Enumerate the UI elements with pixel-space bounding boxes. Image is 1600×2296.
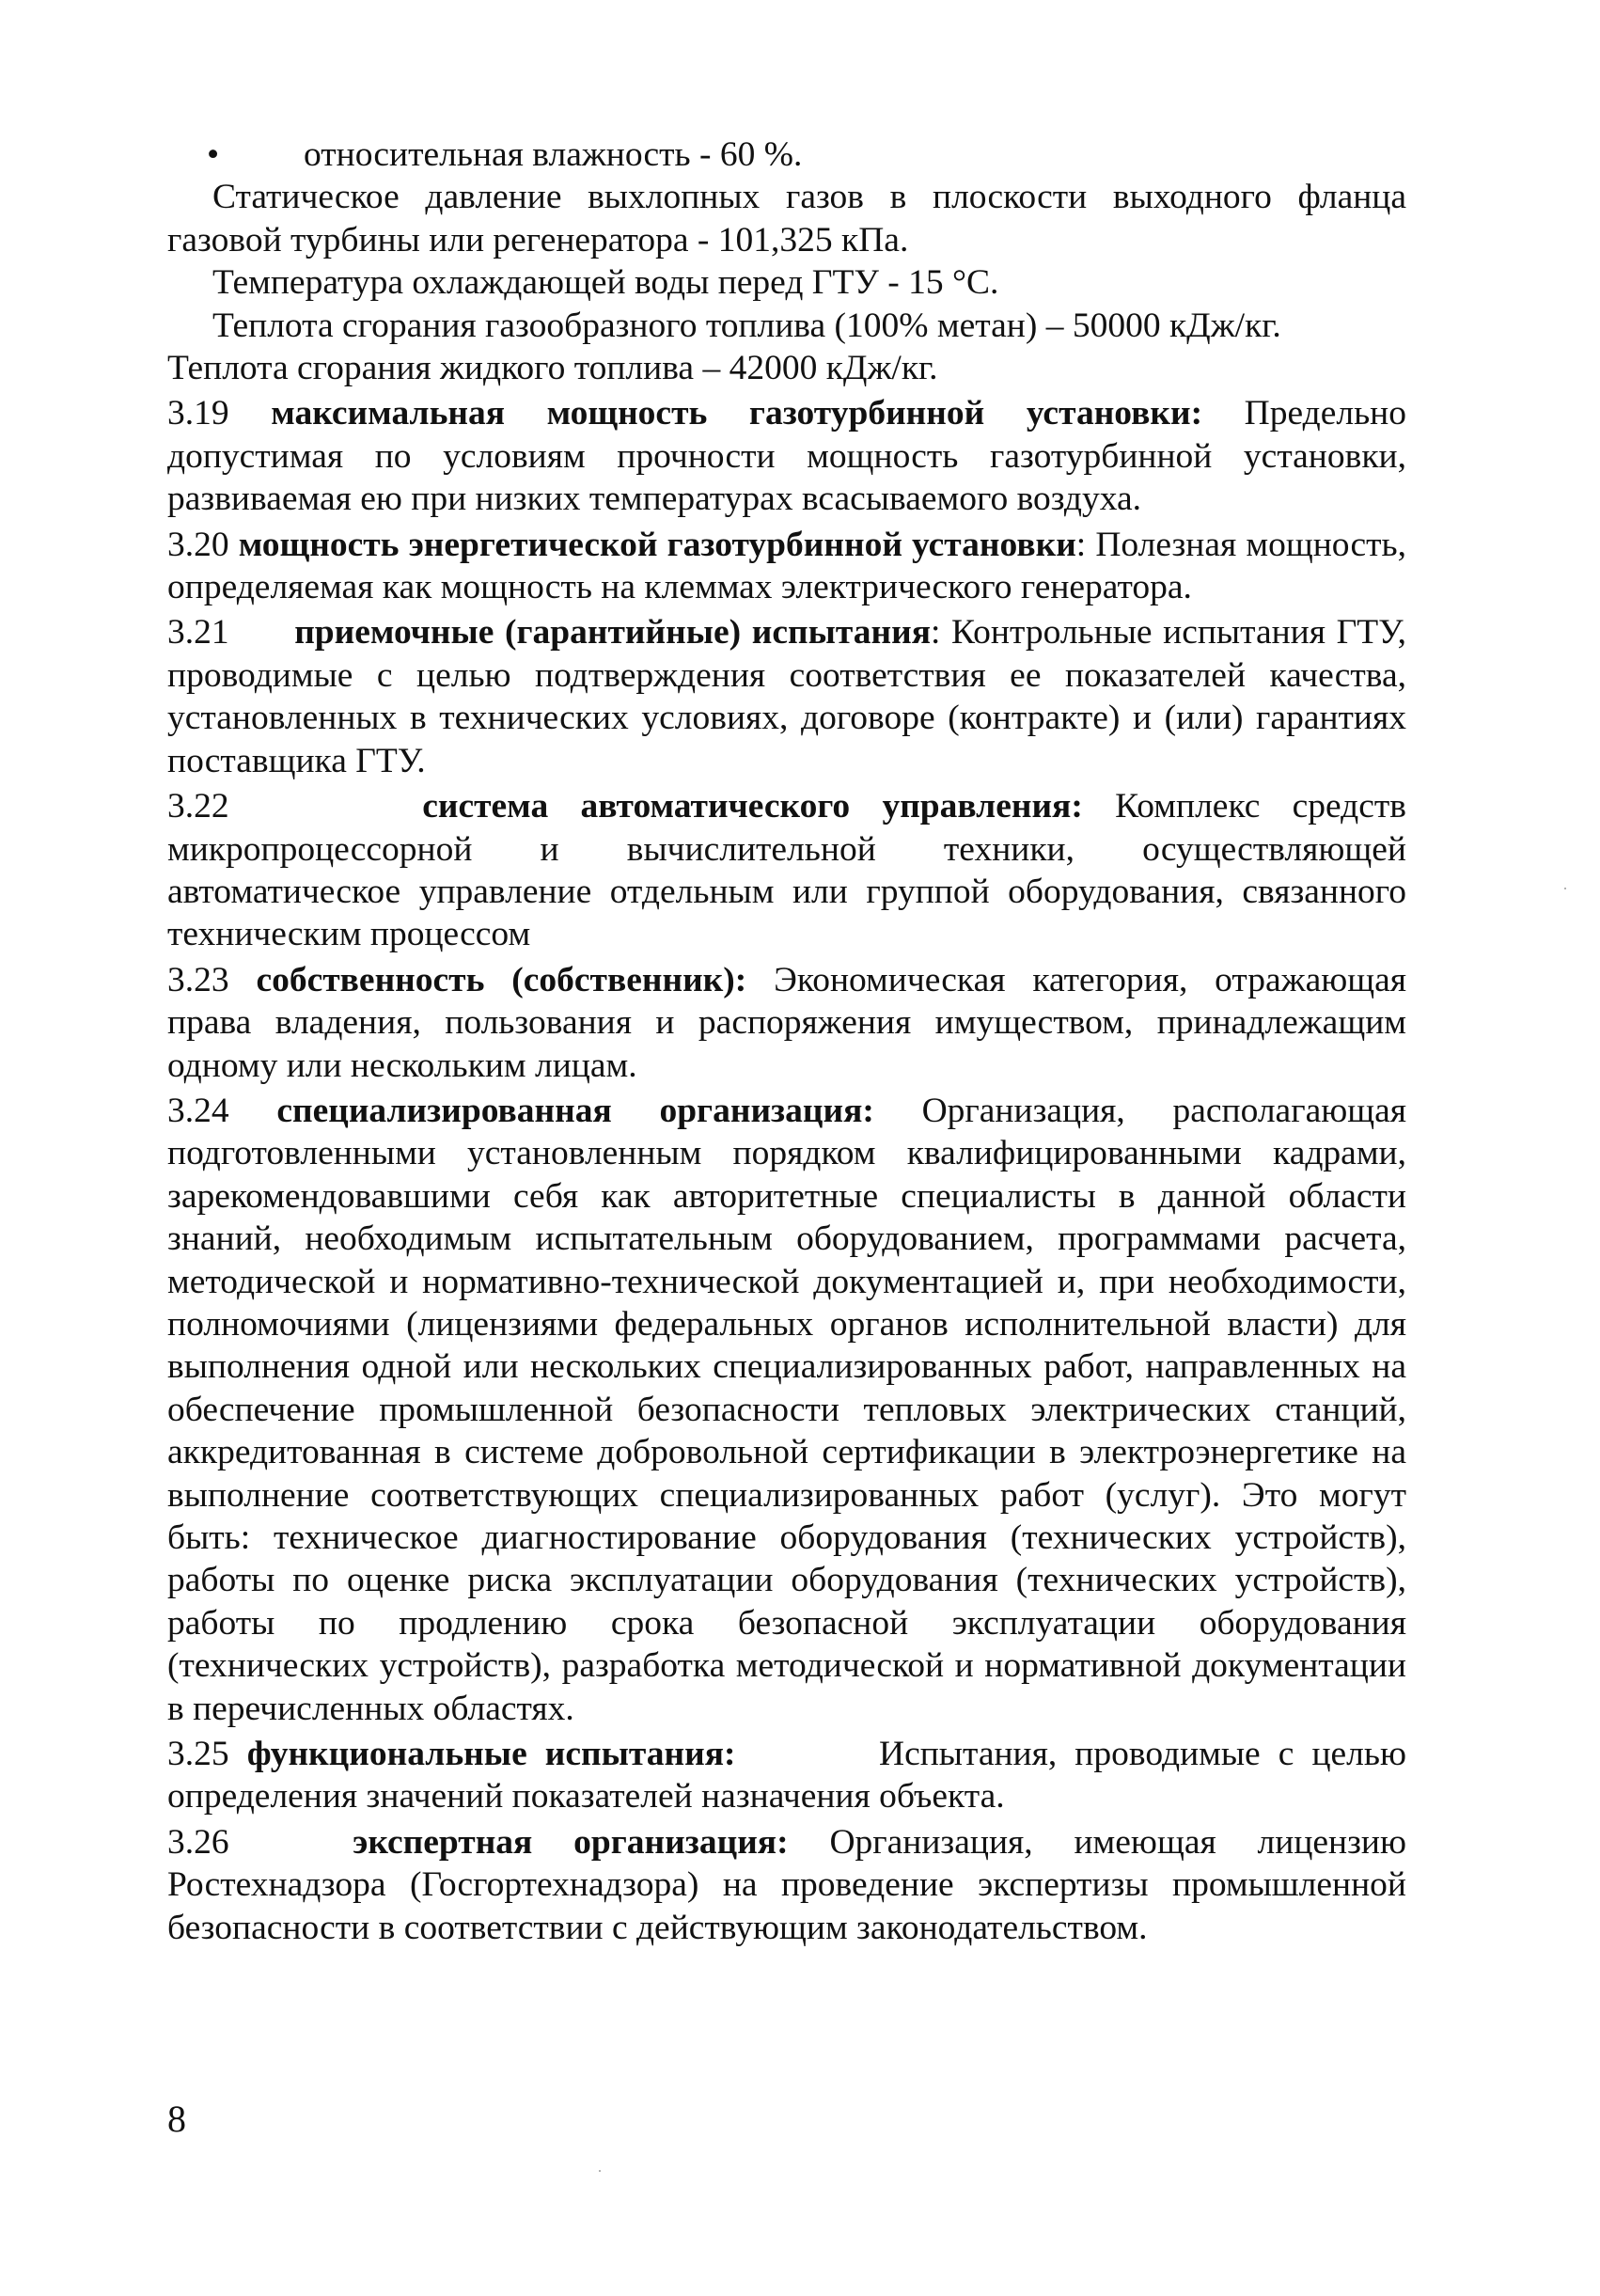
definition-number: 3.21 <box>167 613 229 653</box>
definition-term: мощность энергетической газотурбинной установки <box>238 525 1076 564</box>
definition-text: : Полезная мощность, определяемая как мощность на клеммах электрического генератора. <box>167 525 1406 607</box>
definition-3-23 <box>167 959 1406 1087</box>
definition-text: Испытания, проводимые с целью определения значений показателей назначения объекта. <box>167 1735 1407 1816</box>
definition-text: Предельно допустимая по условиям прочности мощность газотурбинной установки, развиваемая ею при низких температурах всасываемого воздуха. <box>167 394 1406 519</box>
definition-number: 3.23 <box>167 960 229 999</box>
water-temperature-paragraph: Температура охлаждающей воды перед ГТУ - 15 °С. <box>212 263 999 303</box>
humidity-bullet-item <box>167 134 1406 176</box>
definition-3-24 <box>167 1090 1406 1730</box>
gas-fuel-heat-paragraph: Теплота сгорания газообразного топлива (100% метан) – 50000 кДж/кг. <box>212 306 1281 345</box>
scan-speck <box>599 2170 601 2172</box>
scan-speck <box>1564 888 1566 889</box>
bullet-icon: • <box>207 135 220 174</box>
definition-term: система автоматического управления: <box>422 787 1083 826</box>
definition-number: 3.25 <box>167 1735 229 1774</box>
document-page <box>167 134 1406 1949</box>
definition-number: 3.24 <box>167 1091 229 1130</box>
definition-3-21 <box>167 611 1406 782</box>
definition-number: 3.26 <box>167 1822 229 1862</box>
definition-3-19 <box>167 392 1406 520</box>
definition-term: экспертная организация: <box>353 1822 789 1862</box>
liquid-fuel-heat-paragraph: Теплота сгорания жидкого топлива – 42000 кДж/кг. <box>167 349 938 388</box>
humidity-text: относительная влажность - 60 %. <box>304 135 803 174</box>
definition-text: Организация, имеющая лицензию Ростехнадзора (Госгортехнадзора) на проведение экспертизы промышленной безопасности в соответствии с действующим законодательством. <box>167 1822 1407 1947</box>
definition-number: 3.22 <box>167 787 229 826</box>
definition-term: максимальная мощность газотурбинной установки: <box>271 394 1203 433</box>
definition-term: функциональные испытания: <box>246 1735 736 1774</box>
definition-term: приемочные (гарантийные) испытания <box>294 613 931 653</box>
definition-number: 3.19 <box>167 394 229 433</box>
definition-term: специализированная организация: <box>276 1091 874 1130</box>
definition-term: собственность (собственник): <box>256 960 747 999</box>
definition-3-20 <box>167 524 1406 609</box>
definition-text: Экономическая категория, отражающая права владения, пользования и распоряжения имуществом, принадлежащим одному или нескольким лицам. <box>167 960 1406 1085</box>
definition-text: : Контрольные испытания ГТУ, проводимые с целью подтверждения соответствия ее показателей качества, установленных в технических условиях, договоре (контракте) и (или) гарантиях поставщика ГТУ. <box>167 613 1406 780</box>
page-number: 8 <box>167 2098 186 2140</box>
definition-text: Комплекс средств микропроцессорной и вычислительной техники, осуществляющей автоматическое управление отдельным или группой оборудования, связанного техническим процессом <box>167 787 1406 954</box>
definition-3-25 <box>167 1733 1406 1818</box>
definition-3-22 <box>167 785 1406 956</box>
definition-number: 3.20 <box>167 525 229 564</box>
exhaust-pressure-paragraph: Статическое давление выхлопных газов в плоскости выходного фланца газовой турбины или регенератора - 101,325 кПа. <box>167 178 1406 259</box>
definition-3-26 <box>167 1821 1406 1949</box>
definition-text: Организация, располагающая подготовленными установленным порядком квалифицированными кадрами, зарекомендовавшими себя как авторитетные специалисты в данной области знаний, необходимым испытательным оборудованием, программами расчета, методической и нормативно-технической документацией и, при необходимости, полномочиями (лицензиями федеральных органов исполнительной власти) для выполнения одной или нескольких специализированных работ, направленных на обеспечение промышленной безопасности тепловых электрических станций, аккредитованная в системе добровольной сертификации в электроэнергетике на выполнение соответствующих специализированных работ (услуг). Это могут быть: техническое диагностирование оборудования (технических устройств), работы по оценке риска эксплуатации оборудования (технических устройств), работы по продлению срока безопасной эксплуатации оборудования (технических устройств), разработка методической и нормативной документации в перечисленных областях. <box>167 1091 1407 1728</box>
